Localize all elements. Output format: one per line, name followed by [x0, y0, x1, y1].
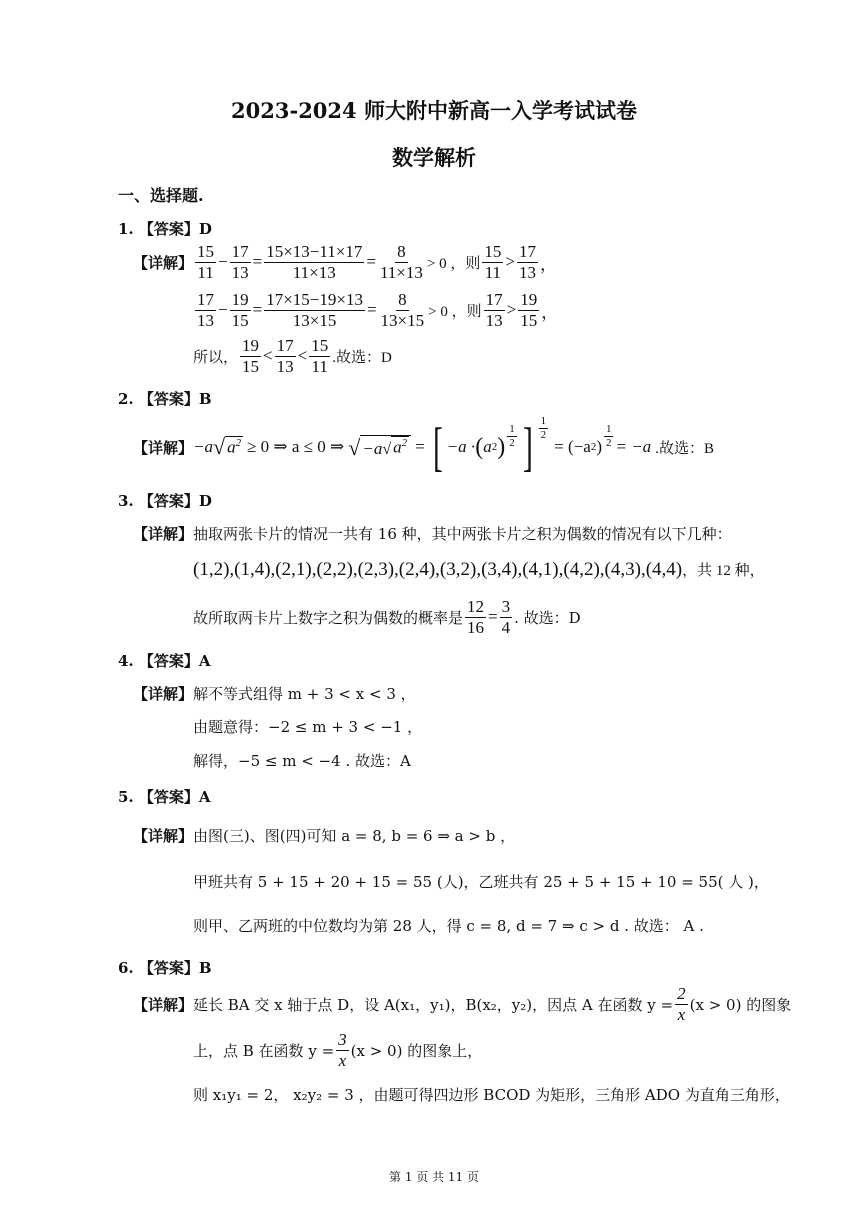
q2-answer-line: 2. 【答案】B [118, 390, 212, 408]
q3-pairs-line: (1,2),(1,4),(2,1),(2,2),(2,3),(2,4),(3,2),(3,4),(4,1),(4,2),(4,3),(4,4)，共 12 种， [193, 559, 765, 580]
q3-answer-line: 3. 【答案】D [118, 492, 212, 510]
q4-detail-line3: 解得，−5 ≤ m < −4 . 故选：A [193, 752, 411, 770]
q5-detail-line1: 【详解】由图(三)、图(四)可知 a = 8, b = 6 ⇒ a > b ， [133, 827, 516, 845]
q6-detail-line2: 上，点 B 在函数 y = $\frac{3}{x}$ (x > 0) 的图象上， [193, 1030, 483, 1070]
q3-detail-line1: 【详解】抽取两张卡片的情况一共有 16 种，其中两张卡片之积为偶数的情况有以下几种： [133, 525, 732, 543]
q6-detail-line3: 则 x₁y₁ = 2， x₂y₂ = 3 ，由题可得四边形 BCOD 为矩形，三角形 ADO 为直角三角形， [193, 1086, 790, 1104]
page-title: 2023-2024 师大附中新高一入学考试试卷 [231, 98, 637, 123]
q5-answer-line: 5. 【答案】A [118, 788, 211, 806]
section-heading: 一、选择题. [118, 186, 204, 205]
q1-answer-line: 1. 【答案】D [118, 220, 212, 238]
q1-detail-line1: 【详解】 $\frac{15}{11}$ − $\frac{17}{13}$ = $\frac{15\times 13-11\times 17}{11\times 13}$ = $\frac{8}{11\times 13}$ > 0 ，则 $\frac{15}{11}$ > $\frac{17}{13}$ ， [133, 242, 557, 282]
page-number: 第 1 页 共 11 页 [389, 1170, 479, 1184]
q4-detail-line1: 【详解】解不等式组得 m + 3 < x < 3 ， [133, 685, 416, 703]
q2-detail-line: 【详解】 −a √ $a^2$ ≥ 0 ⇒ a ≤ 0 ⇒ √ −a √ $a^2$ = [ −a · ( a 2 ) $\frac{1}{2}$ ] $\frac{1}{2}$ = (−a 2 ) $\frac{1}{2}$ = −a .故选：B [133, 414, 714, 477]
q1-detail-line2: $\frac{17}{13}$ − $\frac{19}{15}$ = $\frac{17\times 15-19\times 13}{13\times 15}$ = $\frac{8}{13\times 15}$ > 0 ，则 $\frac{17}{13}$ > $\frac{19}{15}$ ， [197, 290, 559, 330]
q6-answer-line: 6. 【答案】B [118, 959, 212, 977]
q1-detail-line3: 所以， $\frac{19}{15}$ < $\frac{17}{13}$ < $\frac{15}{11}$ .故选：D [193, 336, 392, 376]
q4-answer-line: 4. 【答案】A [118, 652, 211, 670]
q6-detail-line1: 【详解】 延长 BA 交 x 轴于点 D，设 A(x₁，y₁)，B(x₂，y₂)，因点 A 在函数 y = $\frac{2}{x}$ (x > 0) 的图象 [133, 984, 792, 1024]
q3-probability-line: 故所取两卡片上数字之积为偶数的概率是 $\frac{12}{16}$ = $\frac{3}{4}$ . 故选：D [193, 597, 581, 637]
q5-detail-line3: 则甲、乙两班的中位数均为第 28 人，得 c = 8, d = 7 ⇒ c > d . 故选： A . [193, 917, 704, 935]
page-subtitle: 数学解析 [392, 145, 476, 170]
q4-detail-line2: 由题意得：−2 ≤ m + 3 < −1 ， [193, 718, 423, 736]
q5-detail-line2: 甲班共有 5 + 15 + 20 + 15 = 55 (人)，乙班共有 25 + 5 + 15 + 10 = 55( 人 )， [193, 873, 769, 891]
